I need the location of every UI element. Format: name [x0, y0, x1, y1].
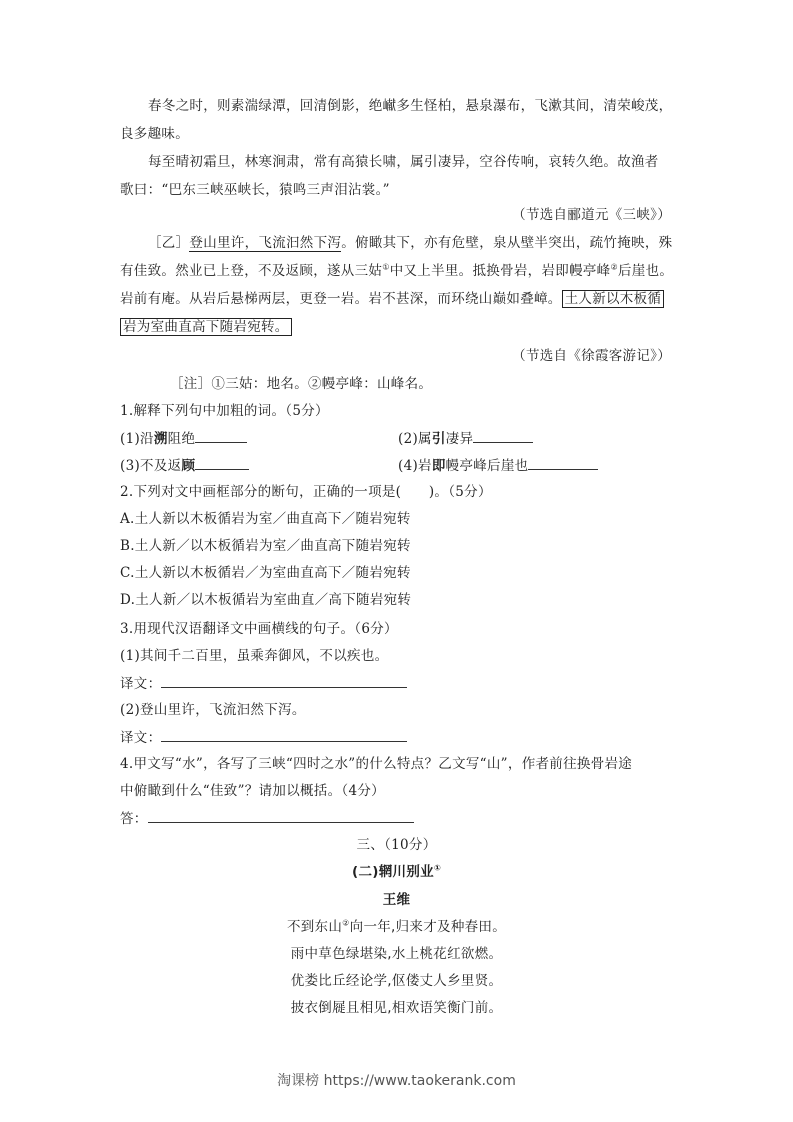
item-text: 阻绝: [167, 431, 196, 447]
question-1-item-2: [398, 428, 533, 449]
option-b[interactable]: B.土人新／以木板循岩为室／曲直高下随岩宛转: [120, 538, 411, 554]
poem-line: 优娄比丘经论学,伛偻丈人乡里贤。: [290, 973, 503, 989]
passage-b-label: ［乙］: [148, 235, 190, 251]
option-d[interactable]: D.土人新／以木板循岩为室曲直／高下随岩宛转: [120, 592, 412, 608]
question-3-sentence-2: (2)登山里许，飞流汩然下泻。: [120, 702, 306, 718]
poem-line: [0, 917, 793, 937]
annotation-notes: ［注］①三姑：地名。②幔亭峰：山峰名。: [170, 376, 433, 392]
passage-b-text: 后崖也。: [617, 263, 674, 279]
question-1-item-3: [120, 455, 249, 476]
passage-a-line: 每至晴初霜旦，林寒涧肃，常有高猿长啸，属引凄异，空谷传响，哀转久绝。故渔者: [148, 154, 659, 170]
passage-a-line: 春冬之时，则素湍绿潭，回清倒影，绝𪩘多生怪柏，悬泉瀑布，飞漱其间，清荣峻茂，: [148, 98, 673, 114]
bold-word: 溯: [153, 431, 168, 447]
passage-b-source: （节选自《徐霞客游记》）: [512, 348, 671, 364]
item-text: (1)沿: [120, 431, 154, 447]
answer-blank[interactable]: [195, 428, 247, 443]
item-text: (3)不及返: [120, 458, 182, 474]
passage-b-line: [148, 233, 672, 253]
passage-b-text: 。俯瞰其下，亦有危壁，泉从壁半突出，疏竹掩映，殊: [341, 235, 673, 251]
answer-blank[interactable]: [195, 455, 249, 470]
answer-label: 译文：: [120, 676, 162, 692]
bold-word: 顾: [181, 458, 196, 474]
answer-row: [120, 808, 414, 829]
passage-b-line: [120, 261, 673, 281]
option-c[interactable]: C.土人新以木板循岩／为室曲直高下／随岩宛转: [120, 565, 411, 581]
item-text: (4)岩: [398, 458, 432, 474]
answer-blank[interactable]: [473, 428, 533, 443]
translation-row-2: [120, 727, 407, 748]
boxed-text: 土人新以木板循: [562, 290, 665, 308]
translation-answer-line[interactable]: [161, 673, 407, 688]
passage-b-text: 有佳致。然业已上登，不及返顾，遂从三姑: [120, 263, 383, 279]
footnote-marker: ②: [342, 918, 350, 928]
option-a[interactable]: A.土人新以木板循岩为室／曲直高下／随岩宛转: [120, 511, 411, 527]
section-heading: 三、（10分）: [356, 837, 437, 853]
passage-a-line: 歌曰：“巴东三峡巫峡长，猿鸣三声泪沾裳。”: [120, 182, 390, 198]
poem-title-text: (二)辋川别业: [351, 864, 434, 880]
translation-answer-line[interactable]: [161, 727, 407, 742]
poem-title: [0, 862, 793, 882]
footnote-marker: ②: [610, 262, 618, 272]
item-text: 幔亭峰后崖也: [445, 458, 529, 474]
answer-line[interactable]: [148, 808, 414, 823]
question-1-item-4: [398, 455, 598, 476]
passage-b-text: 中又上半里。抵换骨岩，岩即幔亭峰: [389, 263, 611, 279]
question-4-line: 中俯瞰到什么“佳致”？请加以概括。（4分）: [120, 783, 385, 799]
poem-line: 披衣倒屣且相见,相欢语笑衡门前。: [290, 1000, 503, 1016]
answer-label: 答：: [120, 811, 148, 827]
question-2-stem: 2.下列对文中画框部分的断句，正确的一项是( )。（5分）: [120, 484, 492, 500]
footnote-marker: ①: [382, 262, 390, 272]
poem-text: 不到东山: [286, 919, 343, 935]
question-3-sentence-1: (1)其间千二百里，虽乘奔御风，不以疾也。: [120, 648, 389, 664]
question-1-item-1: [120, 428, 247, 449]
bold-word: 即: [431, 458, 446, 474]
passage-b-line: [120, 317, 292, 337]
question-1-stem: 1.解释下列句中加粗的词。（5分）: [120, 403, 329, 419]
item-text: 凄异: [445, 431, 474, 447]
passage-a-line: 良多趣味。: [120, 126, 189, 142]
underlined-sentence: 登山里许，飞流汩然下泻: [189, 235, 342, 251]
poem-line: 雨中草色绿堪染,水上桃花红欲燃。: [290, 946, 503, 962]
poem-author: 王维: [382, 892, 411, 908]
question-3-stem: 3.用现代汉语翻译文中画横线的句子。（6分）: [120, 621, 398, 637]
item-text: (2)属: [398, 431, 432, 447]
bold-word: 引: [431, 431, 446, 447]
passage-b-text: 岩前有庵。从岩后悬梯两层，更登一岩。岩不甚深，而环绕山巅如叠嶂。: [120, 291, 562, 307]
passage-b-line: [120, 289, 664, 309]
boxed-text: 岩为室曲直高下随岩宛转。: [120, 318, 292, 336]
footer-watermark: 淘课榜 https://www.taokerank.com: [277, 1073, 516, 1089]
question-4-line: 4.甲文写“水”，各写了三峡“四时之水”的什么特点？乙文写“山”，作者前往换骨岩途: [120, 756, 633, 772]
poem-text: 向一年,归来才及种春田。: [349, 919, 507, 935]
footnote-marker: ①: [433, 863, 442, 873]
translation-row-1: [120, 673, 407, 694]
answer-blank[interactable]: [528, 455, 598, 470]
passage-a-source: （节选自郦道元《三峡》）: [512, 207, 671, 223]
answer-label: 译文：: [120, 730, 162, 746]
